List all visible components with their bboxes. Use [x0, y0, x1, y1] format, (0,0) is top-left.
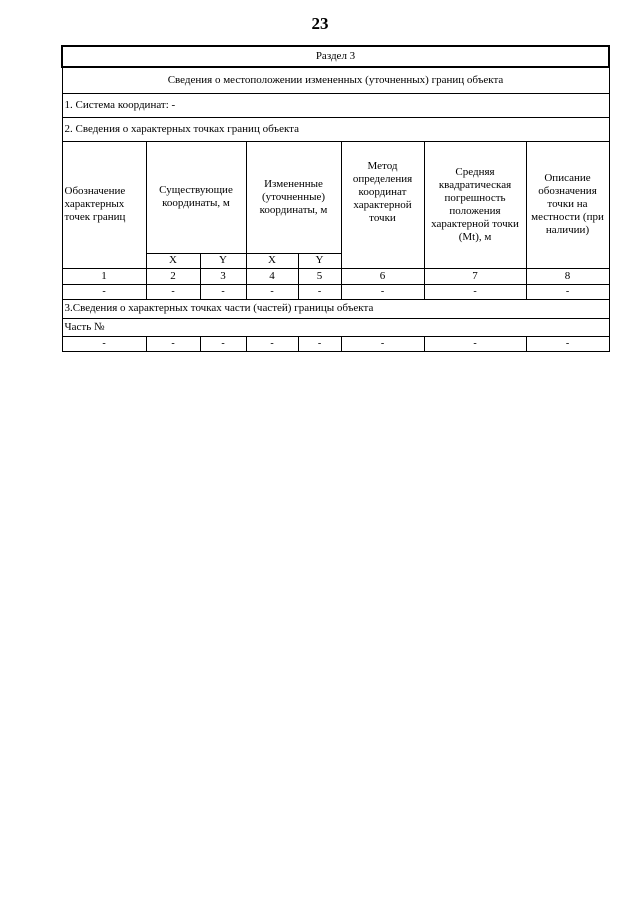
cell-value: - [526, 284, 609, 299]
cell-value: - [146, 284, 200, 299]
col-method: Метод определения координат характерной точки [341, 141, 424, 268]
page-number: 23 [311, 14, 329, 33]
cell-value: - [146, 336, 200, 351]
cell-value: - [424, 336, 526, 351]
col-existing-x: X [146, 253, 200, 268]
points-heading: 2. Сведения о характерных точках границ объекта [62, 117, 609, 141]
cell-value: - [200, 336, 246, 351]
column-number: 2 [146, 268, 200, 284]
column-numbers-row [62, 268, 609, 284]
section-subtitle: Сведения о местоположении измененных (уточненных) границ объекта [62, 67, 609, 93]
coordinate-system: 1. Система координат: - [62, 93, 609, 117]
cell-value: - [62, 284, 146, 299]
section-title: Раздел 3 [62, 46, 609, 67]
col-updated-y: Y [298, 253, 341, 268]
column-number: 3 [200, 268, 246, 284]
column-number: 8 [526, 268, 609, 284]
section-3-table [61, 45, 610, 352]
col-description: Описание обозначения точки на местности (при наличии) [526, 141, 609, 268]
cell-value: - [526, 336, 609, 351]
column-number: 7 [424, 268, 526, 284]
table-row [62, 336, 609, 351]
cell-value: - [62, 336, 146, 351]
cell-value: - [246, 284, 298, 299]
column-number: 5 [298, 268, 341, 284]
column-number: 4 [246, 268, 298, 284]
cell-value: - [298, 336, 341, 351]
col-mean-error: Средняя квадратическая погрешность положения характерной точки (Mt), м [424, 141, 526, 268]
column-number: 6 [341, 268, 424, 284]
col-updated-x: X [246, 253, 298, 268]
part-label: Часть № [62, 318, 609, 336]
col-point-designation: Обозначение характерных точек границ [62, 141, 146, 268]
cell-value: - [298, 284, 341, 299]
column-number: 1 [62, 268, 146, 284]
cell-value: - [200, 284, 246, 299]
cell-value: - [424, 284, 526, 299]
cell-value: - [341, 336, 424, 351]
col-updated-coords: Измененные (уточненные) координаты, м [246, 141, 341, 253]
cell-value: - [246, 336, 298, 351]
table-row [62, 284, 609, 299]
col-existing-coords: Существующие координаты, м [146, 141, 246, 253]
cell-value: - [341, 284, 424, 299]
col-existing-y: Y [200, 253, 246, 268]
part-heading: 3.Сведения о характерных точках части (частей) границы объекта [62, 299, 609, 318]
